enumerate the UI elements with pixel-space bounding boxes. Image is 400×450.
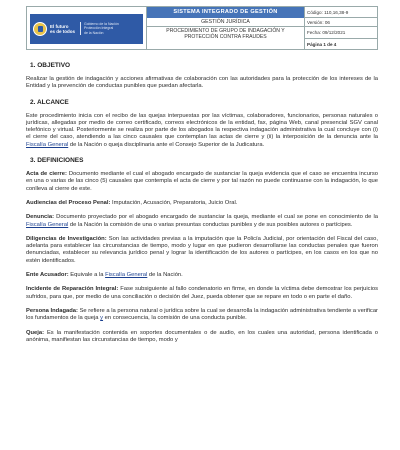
audiencias-text: Imputación, Acusación, Preparatoria, Juicio Oral. <box>112 199 238 206</box>
section-heading-alcance: 2. ALCANCE <box>30 98 69 106</box>
management-area: GESTIÓN JURÍDICA <box>147 18 304 27</box>
fiscalia-link[interactable]: Fiscalía General <box>105 272 148 279</box>
term-persona-indagada: Persona Indagada: <box>26 307 78 314</box>
definition-incidente <box>26 286 378 301</box>
page-number: Página 1 de 4 <box>307 42 337 47</box>
term-queja: Queja: <box>26 329 45 336</box>
procedure-title-line-2: PROTECCIÓN CONTRA FRAUDES <box>184 34 267 41</box>
logo-line-2: es de todos <box>50 28 76 34</box>
document-version: Versión: 06 <box>305 18 377 27</box>
logo-slogan <box>50 24 75 34</box>
acta-text: Documento mediante el cual el abogado encargado de sustanciar la queja evidencia que el caso se encuentra incurso en una o varias de las cinco (5) causales que contempla el acta de cierre y por tal razón no puede continuarse con la indagación, lo que conlleva al cierre de este. <box>26 171 378 192</box>
fiscalia-link[interactable]: Fiscalía General <box>26 221 69 228</box>
fiscalia-link[interactable]: Fiscalía General <box>26 141 69 148</box>
header-logo-cell <box>27 7 147 50</box>
persona-text-b: en consecuencia, la comisión de una conducta punible. <box>104 315 247 322</box>
header-meta-cell <box>305 7 377 50</box>
term-audiencias: Audiencias del Proceso Penal: <box>26 199 111 206</box>
diligencias-text: Son las actividades previas a la imputación que la Policía Judicial, por orientación del Fiscal del caso, adelanta para establecer las circunstancias de tiempo, modo y lugar en que pudieron desarrollarse las conductas penales que fueron denunciadas, establecer su relevancia jurídico penal y lograr la identificación de los autores o partícipes, en los casos en los que no estén identificados. <box>26 235 378 264</box>
ente-text-a: Equivale a la <box>70 272 104 279</box>
logo-tag-3: de la Nación <box>84 30 104 35</box>
logo-line-1: El futuro <box>50 23 69 29</box>
alcance-text-a: Este procedimiento inicia con el recibo de las quejas interpuestas por las víctimas, colaboradores, funcionarios, personas naturales o jurídicas, allegadas por medio de correo certificado, correos electrónicos de la entidad, fax, página Web, canal presencial SGV canal telefónico y virtual. Posteriormente se realiza por parte de los abogados la respectiva indagación administrativa la cual concluye con (i) el cierre del caso, atendiendo a las cinco causales que contemplan las actas de cierre y (ii) la interposición de la denuncia ante la <box>26 112 378 141</box>
definition-acta-de-cierre <box>26 171 378 193</box>
header-title-cell <box>147 7 305 50</box>
denuncia-text-b: de la Nación la comisión de una o varias presuntas conductas punibles y de sus posibles autores o partícipes. <box>69 221 353 228</box>
alcance-paragraph <box>26 113 378 149</box>
queja-text: Es la manifestación contenida en soportes documentales o de audio, en los cuales una autoridad, persona identificada o anónima, manifiestan las circunstancias de tiempo, modo y <box>26 329 378 343</box>
definition-persona-indagada <box>26 308 378 323</box>
coat-of-arms-icon <box>33 22 47 36</box>
section-heading-definiciones: 3. DEFINICIONES <box>30 157 84 165</box>
denuncia-text-a: Documento proyectado por el abogado encargado de sustanciar la queja, mediante el cual se pone en conocimiento de la <box>56 214 378 221</box>
procedure-title <box>147 27 304 41</box>
section-heading-objetivo: 1. OBJETIVO <box>30 62 71 69</box>
logo-tag-1: Gobierno de la Nación <box>84 22 119 27</box>
system-title: SISTEMA INTEGRADO DE GESTIÓN <box>147 7 304 18</box>
definition-queja <box>26 330 378 345</box>
objetivo-paragraph: Realizar la gestión de indagación y acciones afirmativas de colaboración con las autoridades para la protección de los intereses de la Entidad y la prevención de conductas punibles que puedan afectarla. <box>26 76 378 90</box>
alcance-text-b: de la Nación o queja disciplinaria ante el Consejo Superior de la Judicatura. <box>69 141 265 148</box>
definition-ente-acusador <box>26 272 378 279</box>
definition-audiencias <box>26 200 378 207</box>
logo-tag-2: Protección Integral <box>84 26 114 31</box>
document-header-table <box>26 6 378 50</box>
procedure-title-line-1: PROCEDIMIENTO DE GRUPO DE INDAGACIÓN Y <box>166 28 285 34</box>
institution-logo <box>30 14 143 44</box>
term-diligencias: Diligencias de Investigación: <box>26 235 107 242</box>
term-acta-de-cierre: Acta de cierre: <box>26 171 67 178</box>
persona-text-a: Se refiere a la persona natural o jurídica sobre la cual se desarrolla la indagación administrativa tendiente a verificar los fundamentos de la queja <box>26 307 378 322</box>
ente-text-b: de la Nación. <box>148 272 183 279</box>
definition-denuncia <box>26 214 378 229</box>
logo-tagline <box>80 22 119 35</box>
definition-diligencias <box>26 236 378 265</box>
document-date: Fecha: 09/12/2021 <box>305 27 377 39</box>
persona-link[interactable]: y <box>100 315 104 322</box>
term-incidente: Incidente de Reparación Integral: <box>26 286 119 293</box>
incidente-text: Fase subsiguiente al fallo condenatorio en firme, en donde la víctima debe demostrar los perjuicios sufridos, para que, por medio de una conciliación o decisión del Juez, pueda obtener que se repare en todo o en parte el daño. <box>26 286 378 300</box>
term-ente-acusador: Ente Acusador: <box>26 272 69 279</box>
document-code: Código: 110,16,38-9 <box>305 7 377 18</box>
term-denuncia: Denuncia: <box>26 214 55 221</box>
